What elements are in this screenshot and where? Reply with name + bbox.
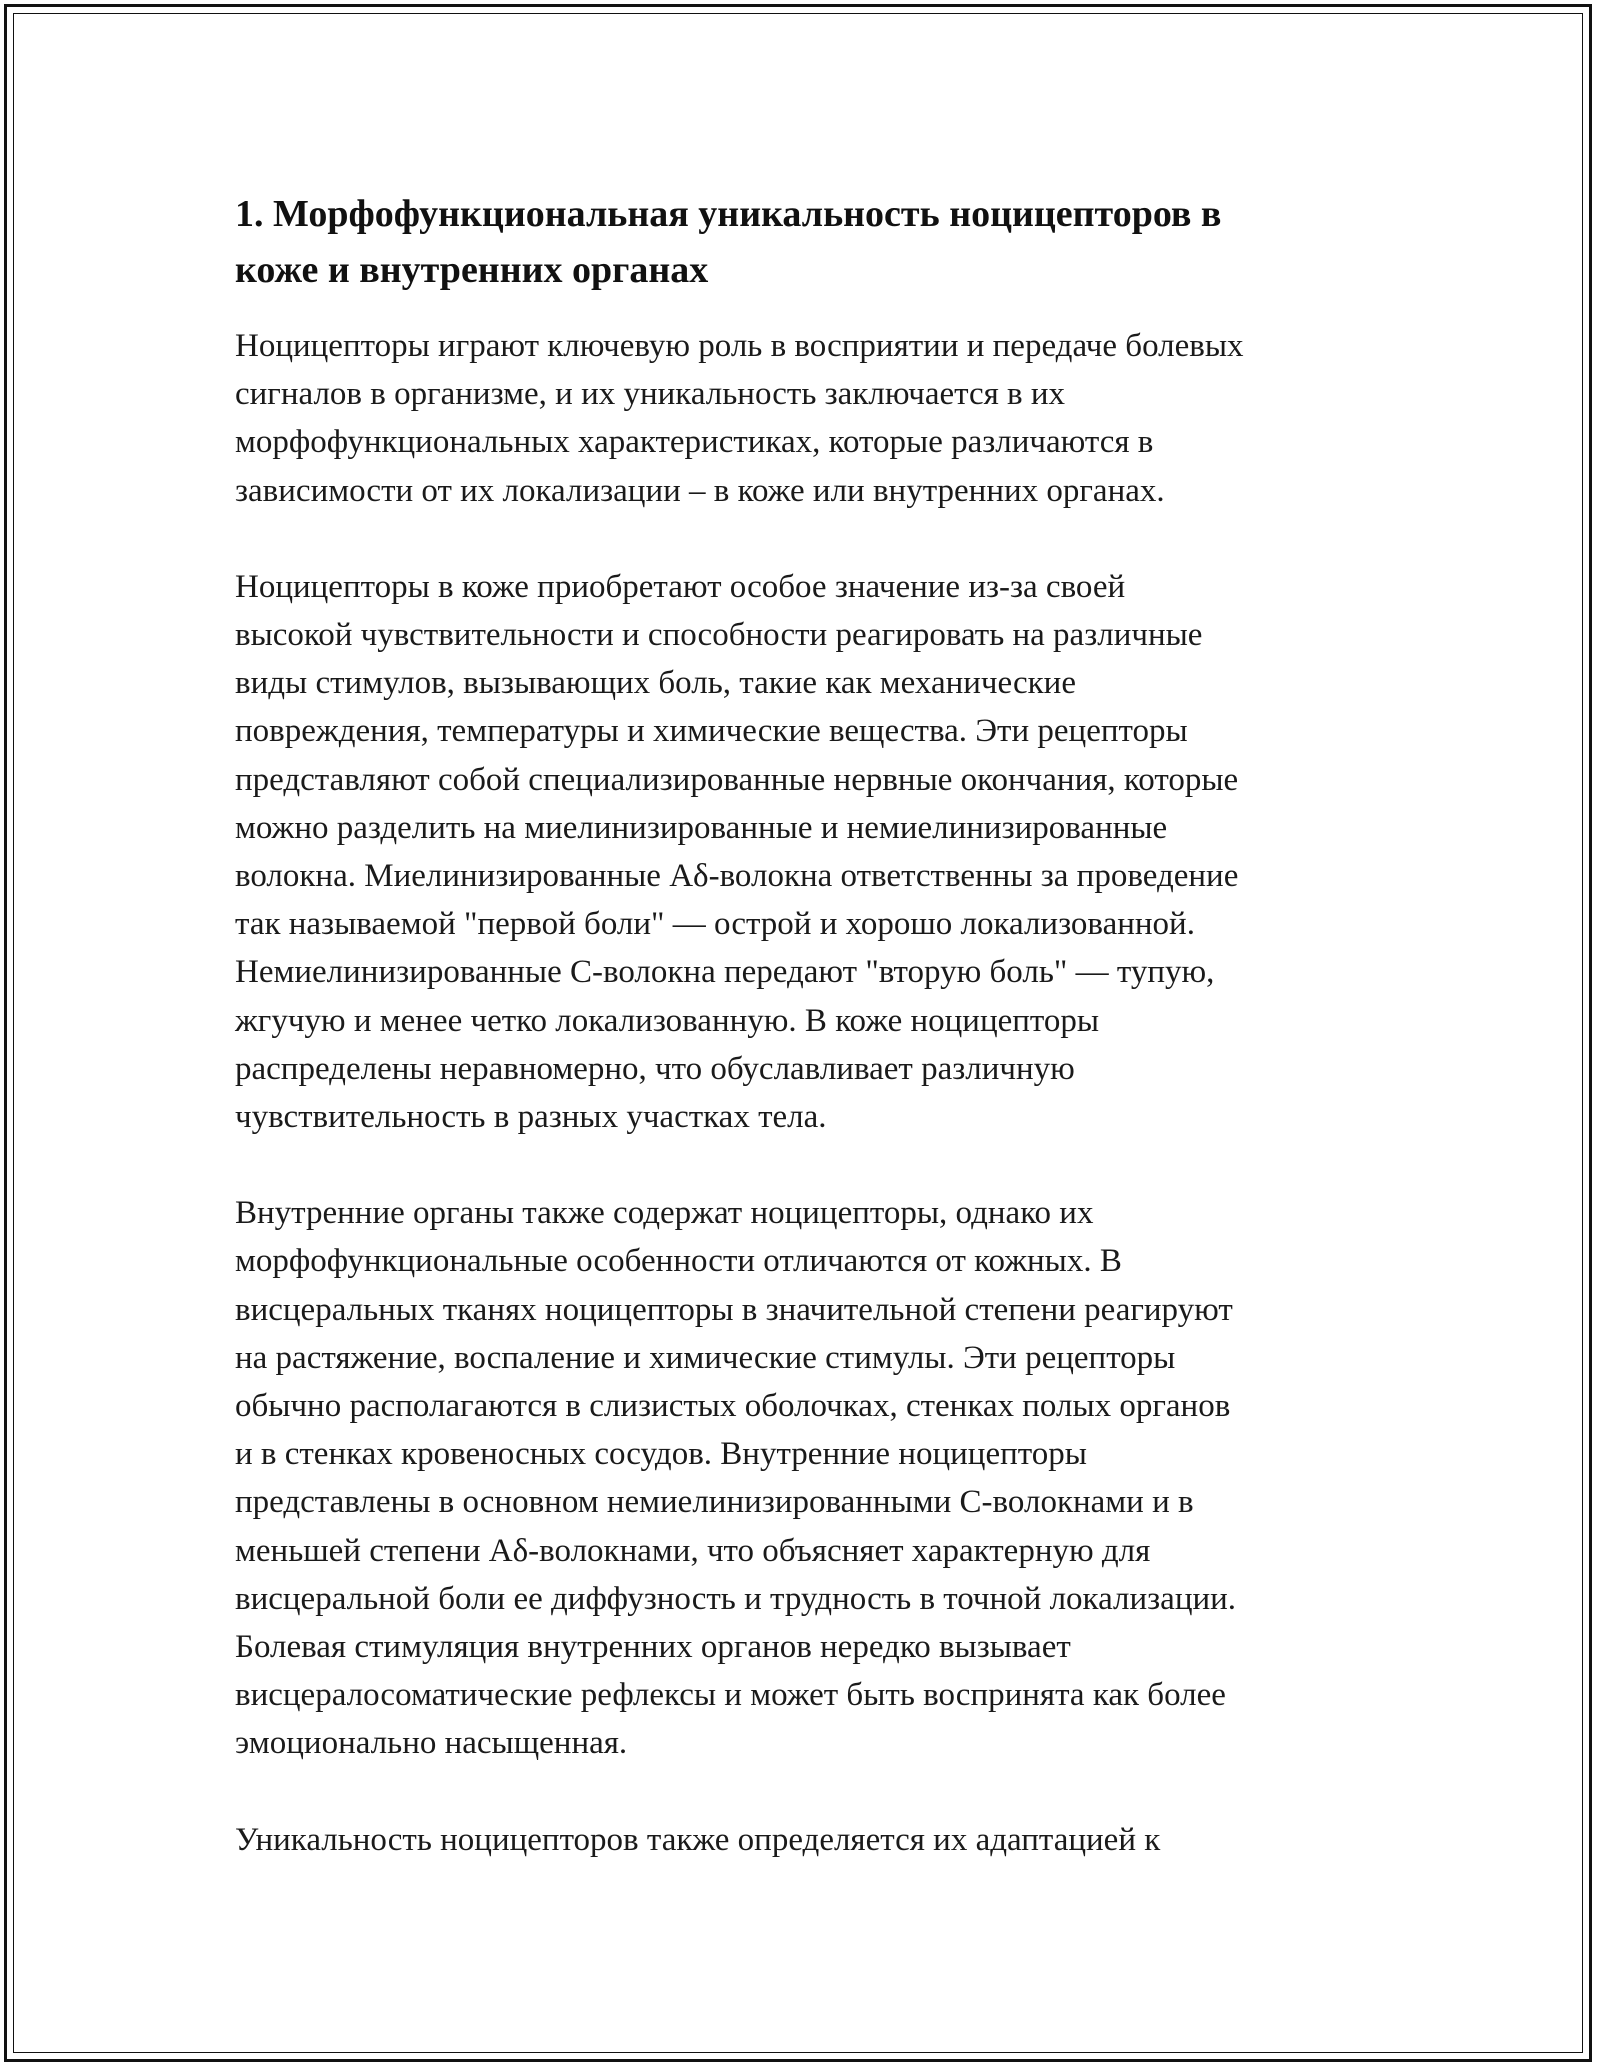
text-line: Ноцицепторы играют ключевую роль в восприятии и передаче болевых xyxy=(235,328,1244,364)
text-line: морфофункциональных характеристиках, которые различаются в xyxy=(235,424,1154,461)
text-line: представлены в основном немиелинизированными C-волокнами и в xyxy=(235,1484,1194,1521)
text-line: так называемой "первой боли" — острой и хорошо локализованной. xyxy=(235,906,1195,943)
paragraph-skin-nociceptors xyxy=(235,563,1365,1141)
text-line: Немиелинизированные C-волокна передают "вторую боль" — тупую, xyxy=(235,954,1215,991)
text-line: Уникальность ноцицепторов также определяется их адаптацией к xyxy=(235,1821,1161,1858)
text-line: висцеральных тканях ноцицепторы в значительной степени реагируют xyxy=(235,1291,1233,1328)
text-line: обычно располагаются в слизистых оболочках, стенках полых органов xyxy=(235,1388,1231,1425)
text-line: висцералосоматические рефлексы и может быть воспринята как более xyxy=(235,1677,1226,1714)
text-line: сигналов в организме, и их уникальность заключается в их xyxy=(235,376,1066,413)
paragraph-adaptation xyxy=(235,1816,1365,1864)
text-line: зависимости от их локализации – в коже или внутренних органах. xyxy=(235,472,1165,509)
text-line: представляют собой специализированные нервные окончания, которые xyxy=(235,761,1239,798)
text-line: виды стимулов, вызывающих боль, такие как механические xyxy=(235,665,1076,702)
heading-line: коже и внутренних органах xyxy=(235,249,709,291)
text-line: меньшей степени Aδ-волокнами, что объясняет характерную для xyxy=(235,1532,1151,1569)
text-line: Болевая стимуляция внутренних органов нередко вызывает xyxy=(235,1629,1071,1666)
text-line: высокой чувствительности и способности реагировать на различные xyxy=(235,617,1203,654)
text-line: эмоционально насыщенная. xyxy=(235,1725,628,1762)
text-line: Внутренние органы также содержат ноцицепторы, однако их xyxy=(235,1195,1094,1232)
text-line: Ноцицепторы в коже приобретают особое значение из-за своей xyxy=(235,568,1126,605)
text-line: чувствительность в разных участках тела. xyxy=(235,1099,827,1136)
paragraph-visceral-nociceptors xyxy=(235,1189,1365,1767)
text-line: на растяжение, воспаление и химические стимулы. Эти рецепторы xyxy=(235,1339,1176,1376)
text-line: можно разделить на миелинизированные и немиелинизированные xyxy=(235,809,1168,846)
text-line: висцеральной боли ее диффузность и трудность в точной локализации. xyxy=(235,1580,1237,1617)
paragraph-intro xyxy=(235,322,1365,515)
text-line: и в стенках кровеносных сосудов. Внутренние ноцицепторы xyxy=(235,1436,1087,1473)
section-heading xyxy=(235,186,1365,298)
document-body xyxy=(235,186,1365,1912)
text-line: распределены неравномерно, что обуславливает различную xyxy=(235,1050,1075,1087)
text-line: волокна. Миелинизированные Aδ-волокна ответственны за проведение xyxy=(235,858,1239,895)
heading-line: 1. Морфофункциональная уникальность ноцицепторов в xyxy=(235,193,1222,235)
text-line: жгучую и менее четко локализованную. В коже ноцицепторы xyxy=(235,1002,1100,1039)
text-line: морфофункциональные особенности отличаются от кожных. В xyxy=(235,1243,1122,1280)
text-line: повреждения, температуры и химические вещества. Эти рецепторы xyxy=(235,713,1188,750)
